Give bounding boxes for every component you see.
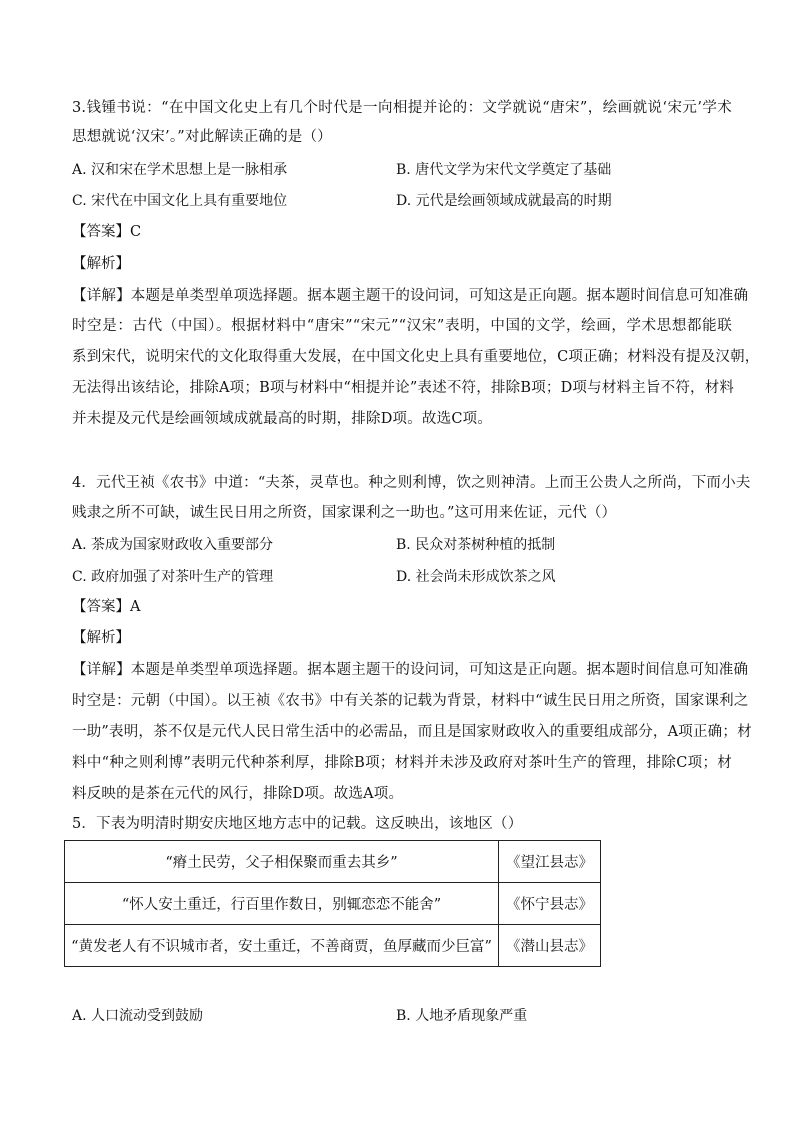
q3-answer-value: C [130,224,142,240]
q4-analysis-tag: 【解析】 [72,630,130,646]
q4-stem-line-1: 4．元代王祯《农书》中道：“夫茶，灵草也。种之则利博，饮之则神清。上而王公贵人之所尚，下而小夫 [72,475,751,491]
q4-option-a: A. 茶成为国家财政收入重要部分 [72,537,274,553]
table-cell-quote: “瘠土民劳，父子相保聚而重去其乡” [65,841,499,883]
q4-option-b: B. 民众对茶树种植的抵制 [396,537,556,553]
q4-option-c: C. 政府加强了对茶叶生产的管理 [72,569,274,585]
table-cell-quote: “黄发老人有不识城市者，安土重迁，不善商贾，鱼厚藏而少巨富” [65,925,499,967]
table-cell-quote: “怀人安土重迁，行百里作数日，别辄恋恋不能舍” [65,883,499,925]
q3-stem-line-2: 思想就说‘汉宋’。”对此解读正确的是（） [72,129,332,145]
q5-option-b: B. 人地矛盾现象严重 [396,1008,528,1024]
table-row [65,841,601,883]
q3-detail-line-1: 【详解】本题是单类型单项选择题。据本题主题干的设问词，可知这是正向题。据本题时间信息可知准确 [72,288,749,304]
q3-answer-tag: 【答案】 [72,224,130,240]
table-cell-source: 《望江县志》 [499,841,601,883]
q5-option-a: A. 人口流动受到鼓励 [72,1008,204,1024]
q3-stem-line-1: 3.钱锺书说：“在中国文化史上有几个时代是一向相提并论的：文学就说“唐宋”，绘画就说‘宋元’学术 [72,100,732,116]
q3-detail-line-3: 系到宋代，说明宋代的文化取得重大发展，在中国文化史上具有重要地位，C项正确；材料没有提及汉朝， [72,349,760,365]
table-cell-source: 《怀宁县志》 [499,883,601,925]
q3-option-d: D. 元代是绘画领域成就最高的时期 [396,193,612,209]
q4-option-d: D. 社会尚未形成饮茶之风 [396,569,556,585]
q3-option-c: C. 宋代在中国文化上具有重要地位 [72,193,288,209]
q3-option-b: B. 唐代文学为宋代文学奠定了基础 [396,162,612,178]
q4-answer-value: A [130,599,141,615]
q3-analysis-tag: 【解析】 [72,256,130,272]
q4-answer [72,597,140,617]
q4-detail-line-5: 料反映的是茶在元代的风行，排除D项。故选A项。 [72,786,404,802]
table-cell-source: 《潜山县志》 [499,925,601,967]
q5-stem: 5．下表为明清时期安庆地区地方志中的记载。这反映出，该地区（） [72,816,523,832]
q4-detail-line-3: 一助”表明，茶不仅是元代人民日常生活中的必需品，而且是国家财政收入的重要组成部分，A项正确；材 [72,724,752,740]
table-row [65,925,601,967]
table-row [65,883,601,925]
q4-answer-tag: 【答案】 [72,599,130,615]
q3-detail-line-5: 并未提及元代是绘画领域成就最高的时期，排除D项。故选C项。 [72,411,493,427]
q3-option-a: A. 汉和宋在学术思想上是一脉相承 [72,162,288,178]
q3-detail-line-4: 无法得出该结论，排除A项；B项与材料中“相提并论”表述不符，排除B项；D项与材料主旨不符，材料 [72,380,735,396]
q4-detail-line-4: 料中“种之则利博”表明元代种茶利厚，排除B项；材料并未涉及政府对茶叶生产的管理，排除C项；材 [72,755,732,771]
q3-answer [72,222,141,242]
q4-detail-line-2: 时空是：元朝（中国）。以王祯《农书》中有关茶的记载为背景，材料中“诚生民日用之所资，国家课利之 [72,693,749,709]
q4-detail-line-1: 【详解】本题是单类型单项选择题。据本题主题干的设问词，可知这是正向题。据本题时间信息可知准确 [72,662,749,678]
q3-detail-line-2: 时空是：古代（中国）。根据材料中“唐宋”“宋元”“汉宋”表明，中国的文学，绘画，学术思想都能联 [72,318,732,334]
q4-stem-line-2: 贱隶之所不可缺，诚生民日用之所资，国家课利之一助也。”这可用来佐证，元代（） [72,505,617,521]
q5-source-table [64,840,601,967]
